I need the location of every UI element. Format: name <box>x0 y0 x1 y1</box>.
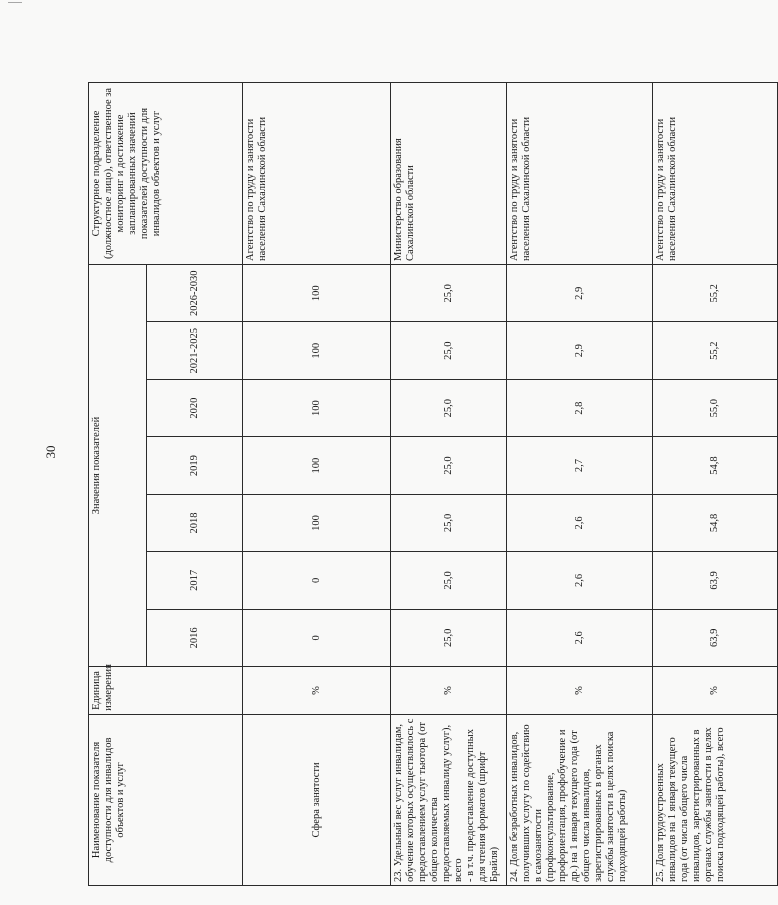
value-cell: 54,8 <box>653 494 778 551</box>
unit-cell: % <box>243 667 391 715</box>
value-cell: 25,0 <box>391 322 507 379</box>
year-header: 2019 <box>147 437 243 494</box>
table-row <box>243 83 391 886</box>
page-number: 30 <box>43 445 58 459</box>
responsible-cell: Агентство по труду и занятости населения Сахалинской области <box>653 83 778 265</box>
year-header: 2021-2025 <box>147 322 243 379</box>
indicators-table <box>88 82 778 886</box>
value-cell: 100 <box>243 494 391 551</box>
value-cell: 63,9 <box>653 552 778 609</box>
table-row <box>507 83 653 886</box>
year-header: 2016 <box>147 609 243 666</box>
header-values-group: Значения показателей <box>89 264 147 666</box>
value-cell: 54,8 <box>653 437 778 494</box>
value-cell: 63,9 <box>653 609 778 666</box>
value-cell: 100 <box>243 437 391 494</box>
table-row <box>391 83 507 886</box>
unit-cell: % <box>391 667 507 715</box>
value-cell: 2,9 <box>507 264 653 322</box>
header-name: Наименование показателя доступности для инвалидов объектов и услуг <box>89 714 243 885</box>
value-cell: 25,0 <box>391 437 507 494</box>
year-header: 2018 <box>147 494 243 551</box>
indicator-name: 23. Удельный вес услуг инвалидам, обучение которых осуществлялось с предоставлением услуг тьютора (от общего количества предоставляемых инвалиду услуг), всего - в т.ч. предоставление доступных для чтения форматов (шрифт Брайля) <box>391 714 507 885</box>
scan-speck <box>8 2 22 3</box>
value-cell: 25,0 <box>391 379 507 436</box>
unit-cell: % <box>507 667 653 715</box>
value-cell: 25,0 <box>391 494 507 551</box>
header-responsible: Структурное подразделение (должностное лицо), ответственное за мониторинг и достижение запланированных значений показателей доступности для инвалидов объектов и услуг <box>89 83 243 265</box>
responsible-cell: Министерство образования Сахалинской области <box>391 83 507 265</box>
value-cell: 25,0 <box>391 609 507 666</box>
indicator-name: 25. Доля трудоустроенных инвалидов на 1 января текущего года (от числа общего числа инвалидов, зарегистрированных в органах службы занятости в целях поиска подходящей работы), всего <box>653 714 778 885</box>
section-label: Сфера занятости <box>243 714 391 885</box>
value-cell: 0 <box>243 552 391 609</box>
value-cell: 55,2 <box>653 322 778 379</box>
indicator-name: 24. Доля безработных инвалидов, получивших услугу по содействию в самозанятости (профконсультирование, профориентация, профобучение и др.) на 1 января текущего года (от общего числа инвалидов, зарегистрированных в органах службы занятости в целях поиска подходящей работы) <box>507 714 653 885</box>
value-cell: 2,6 <box>507 552 653 609</box>
value-cell: 2,6 <box>507 494 653 551</box>
rotated-table-container <box>88 82 726 886</box>
value-cell: 2,6 <box>507 609 653 666</box>
year-header: 2026-2030 <box>147 264 243 322</box>
value-cell: 100 <box>243 264 391 322</box>
header-row <box>89 83 147 886</box>
unit-cell: % <box>653 667 778 715</box>
value-cell: 55,0 <box>653 379 778 436</box>
value-cell: 25,0 <box>391 264 507 322</box>
value-cell: 25,0 <box>391 552 507 609</box>
value-cell: 2,8 <box>507 379 653 436</box>
value-cell: 2,9 <box>507 322 653 379</box>
responsible-cell: Агентство по труду и занятости населения Сахалинской области <box>507 83 653 265</box>
year-header: 2017 <box>147 552 243 609</box>
value-cell: 2,7 <box>507 437 653 494</box>
year-header: 2020 <box>147 379 243 436</box>
value-cell: 0 <box>243 609 391 666</box>
table-row <box>653 83 778 886</box>
value-cell: 100 <box>243 322 391 379</box>
value-cell: 55,2 <box>653 264 778 322</box>
value-cell: 100 <box>243 379 391 436</box>
header-unit: Единица измерения <box>89 667 243 715</box>
responsible-cell: Агентство по труду и занятости населения Сахалинской области <box>243 83 391 265</box>
